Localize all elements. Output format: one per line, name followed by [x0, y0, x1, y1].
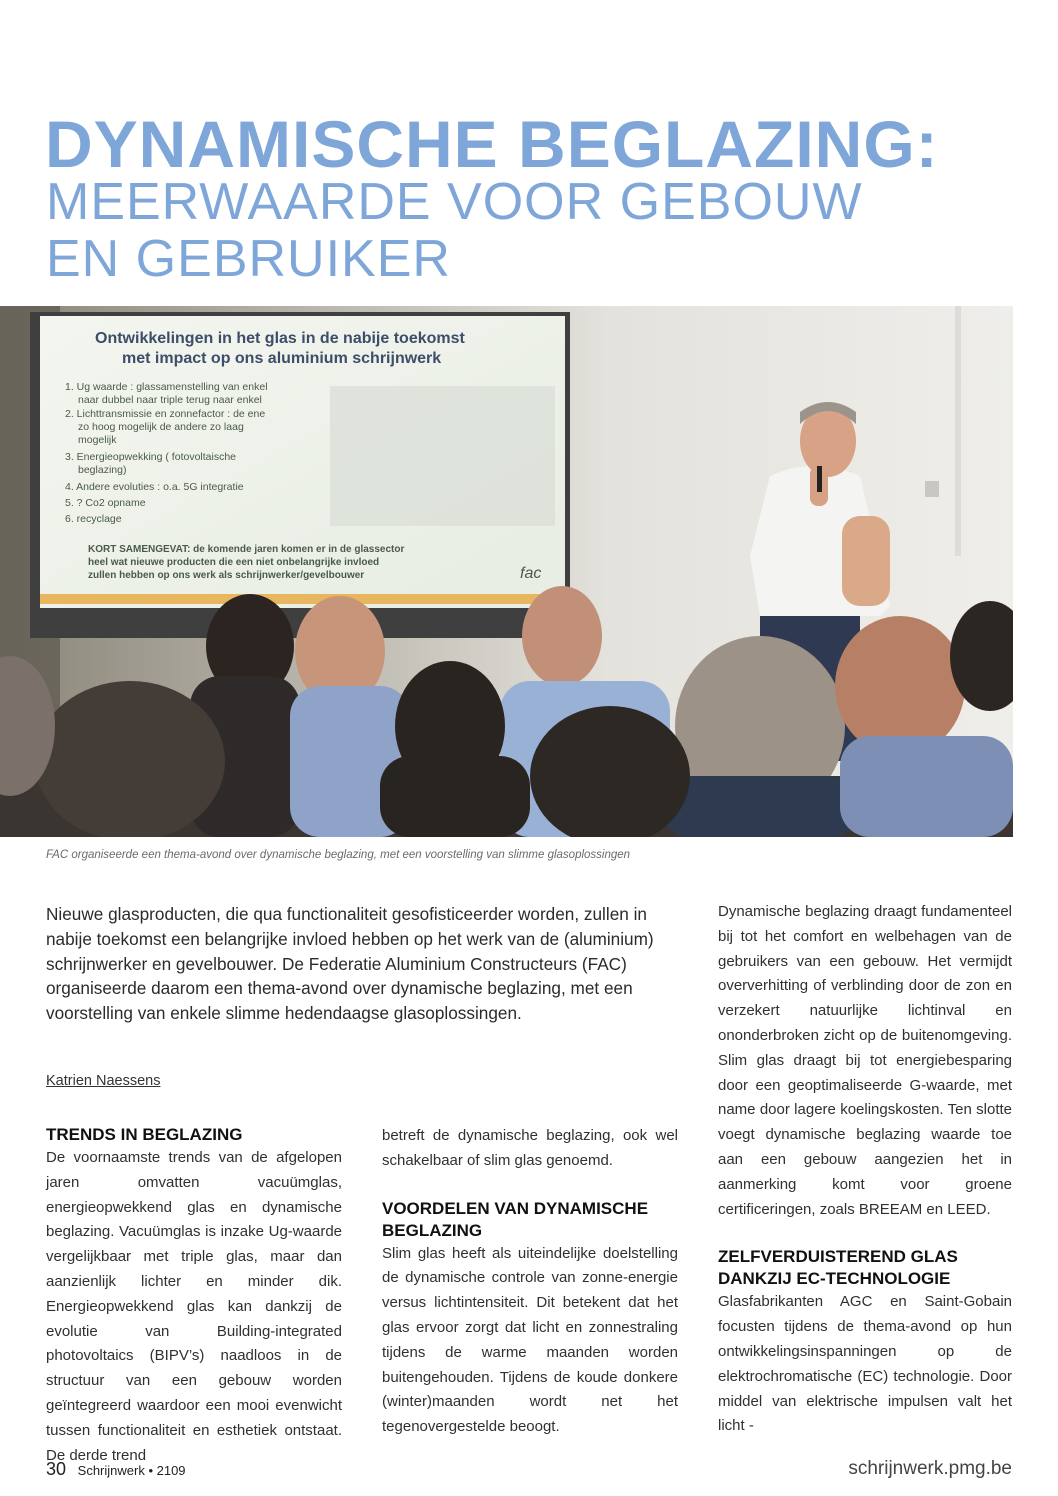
magazine-issue: Schrijnwerk • 2109 [77, 1463, 186, 1478]
subtitle-line-2: EN GEBRUIKER [46, 230, 451, 288]
author-name: Katrien Naessens [46, 1073, 161, 1089]
ec-paragraph: Glasfabrikanten AGC en Saint-Gobain focusten tijdens de thema-avond op hun ontwikkelingsinspanningen op de elektrochromatische (EC) technologie. Door middel van elektrische impulsen valt het licht - [718, 1293, 1012, 1435]
intro-text: Nieuwe glasproducten, die qua functionaliteit gesofisticeerder worden, zullen in nabije toekomst een belangrijke invloed hebben op het werk van de (aluminium) schrijnwerker en gevelbouwer. De Federatie Aluminium Constructeurs (FAC) organiseerde daarom een thema-avond over dynamische beglazing, met een voorstelling van enkele slimme hedendaagse glasoplossingen. [46, 904, 654, 1024]
column-3 [718, 900, 1012, 1439]
trends-paragraph: De voornaamste trends van de afgelopen jaren omvatten vacuümglas, energieopwekkend glas en dynamische beglazing. Vacuümglas is inzake Ug-waarde vergelijkbaar met triple glas, maar dan aanzienlijk lichter en minder dik. Energieopwekkend glas kan dankzij de evolutie van Building-integrated photovoltaics (BIPV’s) naadloos in de structuur van een gebouw worden geïntegreerd waardoor een mooi evenwicht tussen functionaliteit en esthetiek ontstaat. De derde trend [46, 1149, 342, 1464]
slide-summary-2: heel wat nieuwe producten die een niet onbelangrijke invloed [88, 557, 380, 568]
column-1 [46, 1124, 342, 1468]
subtitle-line-1: MEERWAARDE VOOR GEBOUW [46, 173, 863, 231]
slide-title-1: Ontwikkelingen in het glas in de nabije toekomst [95, 330, 465, 347]
heading-voordelen: VOORDELEN VAN DYNAMISCHE BEGLAZING [382, 1198, 649, 1240]
benefits-paragraph: Dynamische beglazing draagt fundamenteel bij tot het comfort en welbehagen van de gebruikers van een gebouw. Het vermijdt oververhitting of verblinding door de zon en verzekert natuurlijke lichtinval en ononderbroken zicht op de buitenomgeving. Slim glas draagt bij tot energiebesparing door een geoptimaliseerde G-waarde, met name door lagere koelingskosten. Ten slotte voegt dynamische beglazing waarde toe aan een gebouw aangezien het in aanmerking komt voor groene certificeringen, zoals BREEAM en LEED. [718, 903, 1012, 1218]
website-link[interactable]: schrijnwerk.pmg.be [848, 1458, 1012, 1479]
event-photo [0, 306, 1013, 837]
slide-item: 5. ? Co2 opname [65, 497, 146, 509]
slide-logo: fac [520, 565, 542, 582]
voordelen-paragraph: Slim glas heeft als uiteindelijke doelstelling de dynamische controle van zonne-energie versus lichtintensiteit. Dit betekent dat het glas ervoor zorgt dat licht en zonnestraling tijdens de warme maanden worden buitengehouden. Tijdens de koude donkere (winter)maanden wordt net het tegenovergestelde beoogt. [382, 1244, 678, 1436]
slide-item: 6. recyclage [65, 513, 122, 525]
slide-title-2: met impact op ons aluminium schrijnwerk [122, 350, 442, 367]
page-footer [46, 1459, 186, 1480]
photo-caption: FAC organiseerde een thema-avond over dynamische beglazing, met een voorstelling van slimme glasoplossingen [46, 849, 631, 861]
slide-item: naar dubbel naar triple terug naar enkel [78, 394, 262, 406]
slide-item: zo hoog mogelijk de andere zo laag [78, 421, 244, 433]
trends-continued: betreft de dynamische beglazing, ook wel schakelbaar of slim glas genoemd. [382, 1127, 678, 1169]
article-title: DYNAMISCHE BEGLAZING: [45, 107, 939, 181]
slide-item: 1. Ug waarde : glassamenstelling van enkel [65, 381, 268, 393]
slide-summary-1: KORT SAMENGEVAT: de komende jaren komen er in de glassector [88, 544, 405, 555]
column-2 [382, 1124, 678, 1440]
slide-item: 3. Energieopwekking ( fotovoltaische [65, 451, 237, 463]
slide-item: 2. Lichttransmissie en zonnefactor : de ene [65, 408, 266, 420]
slide-item: 4. Andere evoluties : o.a. 5G integratie [65, 481, 244, 493]
slide-item: beglazing) [78, 464, 127, 476]
article-intro [46, 902, 656, 1026]
heading-zelfverduisterend: ZELFVERDUISTEREND GLAS DANKZIJ EC-TECHNOLOGIE [718, 1247, 958, 1289]
page-number: 30 [46, 1459, 67, 1479]
slide-summary-3: zullen hebben op ons werk als schrijnwerker/gevelbouwer [88, 570, 365, 581]
heading-trends: TRENDS IN BEGLAZING [46, 1125, 243, 1144]
slide-item: mogelijk [78, 434, 117, 446]
article-subtitle [46, 174, 863, 288]
